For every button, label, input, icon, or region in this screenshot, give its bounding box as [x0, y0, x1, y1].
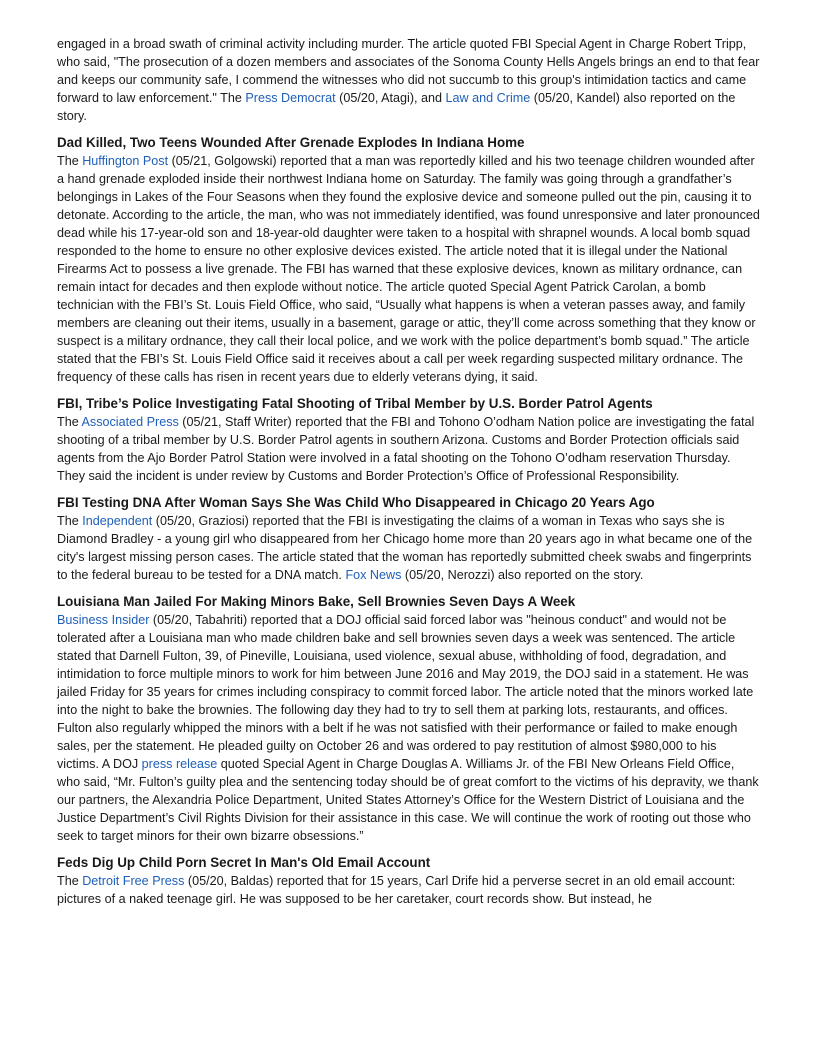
body-text: (05/20, Atagi), and	[335, 91, 446, 105]
source-link-huffington-post[interactable]: Huffington Post	[82, 154, 169, 168]
story-headline: Louisiana Man Jailed For Making Minors Bake, Sell Brownies Seven Days A Week	[57, 594, 576, 609]
body-text: (05/20, Baldas) reported that for 15 years, Carl Drife hid a perverse secret in an old email account: pictures of a naked teenage girl. He was supposed to be her caretaker, court records show. But instead, he	[57, 874, 736, 906]
body-text: (05/21, Golgowski) reported that a man was reportedly killed and his two teenage children wounded after a hand grenade exploded inside their northwest Indiana home on Saturday. The family was going through a grandfather’s belongings in Lakes of the Four Seasons when they found the explosive device and someone pulled out the pin, causing it to detonate. According to the article, the man, who was not immediately identified, was found unresponsive and later pronounced dead while his 17-year-old son and 18-year-old daughter were taken to a hospital with shrapnel wounds. A local bomb squad responded to the home to ensure no other explosive devices existed. The article noted that it is illegal under the National Firearms Act to possess a live grenade. The FBI has warned that these explosive devices, known as military ordnance, can remain intact for decades and then explode without notice. The article quoted Special Agent Patrick Carolan, a bomb technician with the FBI’s St. Louis Field Office, who said, “Usually what happens is when a veteran passes away, and family members are cleaning out their items, usually in a basement, garage or attic, they’ll come across something that they know or suspect is a military ordnance, they call their local police, and we work with the police department’s bomb squad.” The article stated that the FBI’s St. Louis Field Office said it receives about a call per week regarding suspected military ordnance. The frequency of these calls has risen in recent years due to elderly veterans dying, it said.	[57, 154, 760, 384]
story-body	[57, 35, 760, 125]
source-link-fox-news[interactable]: Fox News	[345, 568, 402, 582]
body-text: (05/20, Graziosi) reported that the FBI is investigating the claims of a woman in Texas who says she is Diamond Bradley - a young girl who disappeared from her Chicago home more than 20 years ago in what became one of the city's largest missing person cases. The article stated that the woman has reportedly submitted cheek swabs and fingerprints to the federal bureau to be tested for a DNA match.	[57, 514, 753, 582]
story-headline: Feds Dig Up Child Porn Secret In Man's Old Email Account	[57, 855, 431, 870]
source-link-business-insider[interactable]: Business Insider	[57, 613, 150, 627]
source-link-press-democrat[interactable]: Press Democrat	[245, 91, 336, 105]
source-link-detroit-free-press[interactable]: Detroit Free Press	[82, 874, 185, 888]
body-text: engaged in a broad swath of criminal activity including murder. The article quoted FBI Special Agent in Charge Robert Tripp, who said, "The prosecution of a dozen members and associates of the Sonoma County Hells Angels brings an end to that fear and keeps our community safe, I commend the witnesses who did not succumb to this group's intimidation tactics and came forward to law enforcement." The	[57, 37, 760, 105]
body-text: (05/20, Tabahriti) reported that a DOJ official said forced labor was "heinous conduct" and would not be tolerated after a Louisiana man who made children bake and sell brownies seven days a week was sentenced. The article stated that Darnell Fulton, 39, of Pineville, Louisiana, used violence, sexual abuse, withholding of food, degradation, and intimidation to force multiple minors to work for him between June 2016 and May 2019, the DOJ said in a statement. He was jailed Friday for 35 years for crimes including conspiracy to commit forced labor. The article noted that the minors worked late into the night to bake the brownies. The following day they had to try to sell them at parking lots, restaurants, and offices. Fulton also regularly whipped the minors with a belt if he was not satisfied with their performance or failed to make enough sales, per the statement. He pleaded guilty on October 26 and was ordered to pay restitution of almost $980,000 to his victims. A DOJ	[57, 613, 754, 771]
body-text: (05/21, Staff Writer) reported that the FBI and Tohono O’odham Nation police are investigating the fatal shooting of a tribal member by U.S. Border Patrol agents in southern Arizona. Customs and Border Protection officials said agents from the Ajo Border Patrol Station were involved in a fatal shooting on the Tohono O’odham reservation Thursday. They said the incident is under review by Customs and Border Protection’s Office of Professional Responsibility.	[57, 415, 755, 483]
story-headline: Dad Killed, Two Teens Wounded After Grenade Explodes In Indiana Home	[57, 135, 525, 150]
story-grenade-indiana	[57, 134, 760, 386]
story-body	[57, 611, 760, 845]
source-link-independent[interactable]: Independent	[82, 514, 153, 528]
story-headline: FBI Testing DNA After Woman Says She Was Child Who Disappeared in Chicago 20 Years Ago	[57, 495, 655, 510]
body-text: The	[57, 415, 82, 429]
story-body	[57, 512, 760, 584]
story-hells-angels-continued	[57, 35, 760, 125]
story-body	[57, 152, 760, 386]
body-text: The	[57, 874, 83, 888]
body-text: The	[57, 154, 83, 168]
source-link-press-release[interactable]: press release	[141, 757, 218, 771]
body-text: (05/20, Nerozzi) also reported on the story.	[401, 568, 644, 582]
story-email-account	[57, 854, 760, 908]
story-louisiana-brownies	[57, 593, 760, 845]
body-text: (05/20, Kandel) also reported on the story.	[57, 91, 736, 123]
story-headline: FBI, Tribe’s Police Investigating Fatal Shooting of Tribal Member by U.S. Border Patrol Agents	[57, 396, 653, 411]
body-text: The	[57, 514, 83, 528]
body-text: quoted Special Agent in Charge Douglas A. Williams Jr. of the FBI New Orleans Field Office, who said, “Mr. Fulton’s guilty plea and the sentencing today should be of great comfort to the victims of his depravity, we thank our partners, the Alexandria Police Department, United States Attorney’s Office for the Western District of Louisiana and the Justice Department’s Civil Rights Division for their assistance in this case. We will continue the work of rooting out those who seek to target minors for their own bizarre obsessions.”	[57, 757, 759, 843]
source-link-law-and-crime[interactable]: Law and Crime	[445, 91, 531, 105]
story-body	[57, 413, 760, 485]
story-body	[57, 872, 760, 908]
source-link-associated-press[interactable]: Associated Press	[81, 415, 179, 429]
story-border-patrol-shooting	[57, 395, 760, 485]
news-clips-page	[57, 35, 760, 908]
story-dna-chicago	[57, 494, 760, 584]
